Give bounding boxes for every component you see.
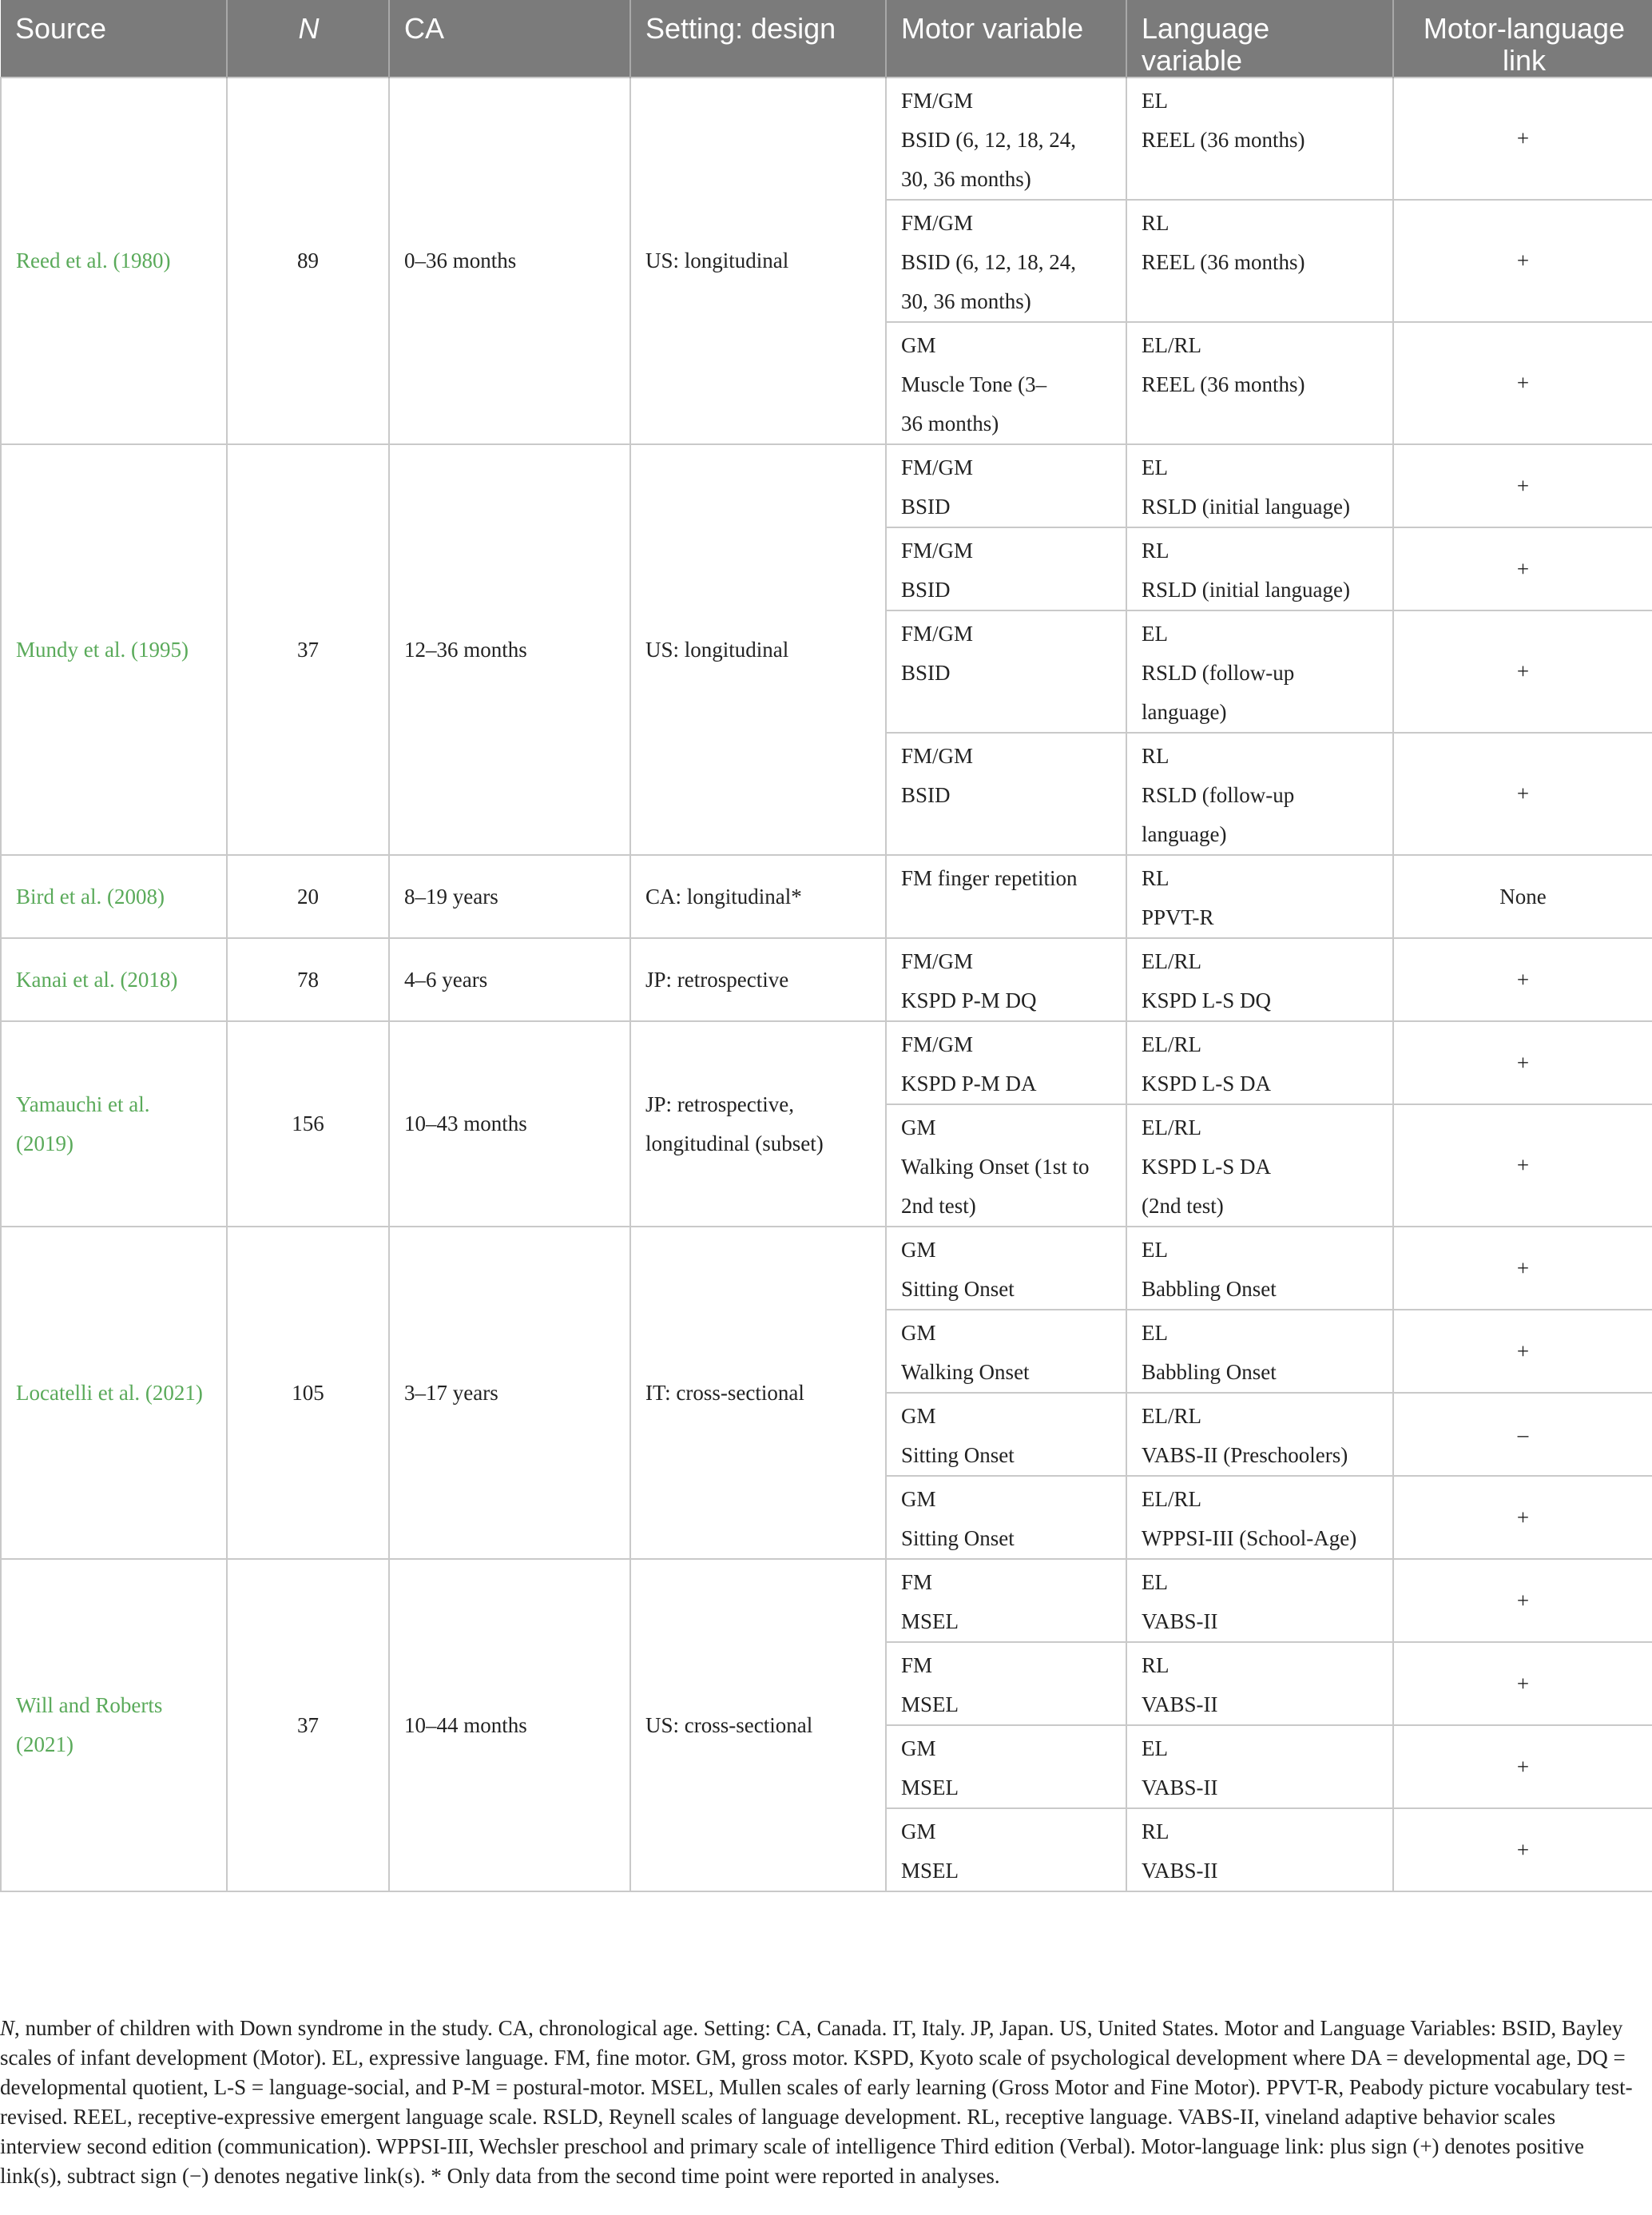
motor-variable (886, 1725, 1126, 1808)
motor-language-link: + (1393, 1642, 1652, 1725)
motor-variable (886, 322, 1126, 444)
table-row (1, 1021, 1652, 1104)
motor-variable (886, 444, 1126, 527)
cell-line: FM finger repetition (901, 866, 1078, 890)
cell-line: KSPD L-S DA (1142, 1072, 1272, 1096)
cell-line: 30, 36 months) (901, 167, 1031, 191)
cell-line: REEL (36 months) (1142, 128, 1305, 152)
language-variable (1126, 1104, 1393, 1227)
language-variable (1126, 1725, 1393, 1808)
header-link: Motor-language link (1393, 0, 1652, 78)
cell-line: GM (901, 333, 936, 357)
motor-language-link: + (1393, 938, 1652, 1021)
motor-language-link: + (1393, 733, 1652, 855)
source-link[interactable]: Yamauchi et al. (2019) (1, 1021, 227, 1227)
cell-line: GM (901, 1115, 936, 1139)
cell-line: VABS-II (1142, 1776, 1218, 1799)
cell-line: BSID (901, 783, 951, 807)
cell-line: BSID (901, 495, 951, 519)
cell-line: EL (1142, 1570, 1168, 1594)
cell-line: FM/GM (901, 1032, 974, 1056)
cell-line: KSPD P-M DA (901, 1072, 1037, 1096)
cell-line: Babbling Onset (1142, 1277, 1277, 1301)
sample-size: 89 (227, 78, 389, 444)
motor-language-link: + (1393, 610, 1652, 733)
motor-language-link: + (1393, 1021, 1652, 1104)
cell-line: RSLD (follow-up (1142, 661, 1295, 685)
cell-line: EL (1142, 1238, 1168, 1262)
setting-design: US: longitudinal (630, 444, 886, 855)
cell-line: WPPSI-III (School-Age) (1142, 1526, 1357, 1550)
table-row (1, 444, 1652, 527)
cell-line: Walking Onset (901, 1360, 1030, 1384)
table-body (1, 78, 1652, 1891)
cell-line: BSID (901, 578, 951, 602)
motor-variable (886, 78, 1126, 200)
source-link[interactable]: Bird et al. (2008) (1, 855, 227, 938)
cell-line: VABS-II (Preschoolers) (1142, 1443, 1348, 1467)
footnote-text: , number of children with Down syndrome in the study. CA, chronological age. Setting: CA, Canada. IT, Italy. JP, Japan. US, United States. Motor and Language Variables: BSID, Bayley scales of infant development (Motor). EL, expressive language. FM, fine motor. GM, gross motor. KSPD, Kyoto scale of psychological development where DA = developmental age, DQ = developmental quotient, L-S = language-social, and P-M = postural-motor. MSEL, Mullen scales of early learning (Gross Motor and Fine Motor). PPVT-R, Peabody picture vocabulary test-revised. REEL, receptive-expressive emergent language scale. RSLD, Reynell scales of language development. RL, receptive language. VABS-II, vineland adaptive behavior scales interview second edition (communication). WPPSI-III, Wechsler preschool and primary scale of intelligence Third edition (Verbal). Motor-language link: plus sign (+) denotes positive link(s), subtract sign (−) denotes negative link(s). * Only data from the second time point were reported in analyses. (0, 2016, 1633, 2188)
motor-language-link: + (1393, 444, 1652, 527)
sample-size: 37 (227, 444, 389, 855)
motor-language-link: + (1393, 78, 1652, 200)
cell-line: REEL (36 months) (1142, 250, 1305, 274)
cell-line: FM/GM (901, 744, 974, 768)
cell-line: MSEL (901, 1609, 959, 1633)
chronological-age: 10–44 months (389, 1559, 630, 1891)
language-variable (1126, 1476, 1393, 1559)
language-variable (1126, 1559, 1393, 1642)
cell-line: Sitting Onset (901, 1277, 1015, 1301)
language-variable (1126, 527, 1393, 610)
cell-line: RSLD (follow-up (1142, 783, 1295, 807)
cell-line: EL (1142, 89, 1168, 113)
setting-design: US: cross-sectional (630, 1559, 886, 1891)
cell-line: RL (1142, 744, 1170, 768)
cell-line: BSID (6, 12, 18, 24, (901, 250, 1077, 274)
cell-line: EL/RL (1142, 1115, 1201, 1139)
chronological-age: 3–17 years (389, 1227, 630, 1559)
cell-line: EL/RL (1142, 1404, 1201, 1428)
language-variable (1126, 1227, 1393, 1310)
sample-size: 78 (227, 938, 389, 1021)
cell-line: RL (1142, 866, 1170, 890)
source-link[interactable]: Will and Roberts (2021) (1, 1559, 227, 1891)
cell-line: VABS-II (1142, 1609, 1218, 1633)
source-link[interactable]: Kanai et al. (2018) (1, 938, 227, 1021)
source-link[interactable]: Reed et al. (1980) (1, 78, 227, 444)
cell-line: KSPD L-S DQ (1142, 988, 1272, 1012)
sample-size: 37 (227, 1559, 389, 1891)
cell-line: BSID (901, 661, 951, 685)
motor-language-link: + (1393, 1104, 1652, 1227)
table-row (1, 1559, 1652, 1642)
motor-language-link: + (1393, 322, 1652, 444)
chronological-age: 8–19 years (389, 855, 630, 938)
header-setting: Setting: design (630, 0, 886, 78)
setting-design: CA: longitudinal* (630, 855, 886, 938)
cell-line: FM/GM (901, 89, 974, 113)
header-motor: Motor variable (886, 0, 1126, 78)
footnote-n-symbol: N (0, 2016, 15, 2040)
cell-line: RL (1142, 1653, 1170, 1677)
cell-line: (2nd test) (1142, 1194, 1224, 1218)
language-variable (1126, 322, 1393, 444)
language-variable (1126, 1808, 1393, 1891)
cell-line: RL (1142, 539, 1170, 563)
motor-variable (886, 1476, 1126, 1559)
cell-line: GM (901, 1238, 936, 1262)
table-row (1, 78, 1652, 200)
cell-line: FM (901, 1653, 933, 1677)
motor-variable (886, 1808, 1126, 1891)
cell-line: VABS-II (1142, 1692, 1218, 1716)
cell-line: KSPD P-M DQ (901, 988, 1037, 1012)
setting-design: US: longitudinal (630, 78, 886, 444)
language-variable (1126, 733, 1393, 855)
motor-variable (886, 938, 1126, 1021)
motor-variable (886, 1393, 1126, 1476)
header-ca: CA (389, 0, 630, 78)
cell-line: GM (901, 1487, 936, 1511)
motor-variable (886, 1310, 1126, 1393)
cell-line: KSPD L-S DA (1142, 1155, 1272, 1179)
table-row (1, 938, 1652, 1021)
cell-line: FM/GM (901, 539, 974, 563)
sample-size: 105 (227, 1227, 389, 1559)
language-variable (1126, 1310, 1393, 1393)
cell-line: RSLD (initial language) (1142, 495, 1350, 519)
cell-line: Sitting Onset (901, 1526, 1015, 1550)
language-variable (1126, 1642, 1393, 1725)
language-variable (1126, 444, 1393, 527)
cell-line: EL/RL (1142, 333, 1201, 357)
cell-line: MSEL (901, 1859, 959, 1883)
cell-line: FM/GM (901, 622, 974, 646)
cell-line: GM (901, 1819, 936, 1843)
table-row (1, 1227, 1652, 1310)
chronological-age: 12–36 months (389, 444, 630, 855)
motor-variable (886, 1559, 1126, 1642)
language-variable (1126, 1021, 1393, 1104)
language-variable (1126, 200, 1393, 322)
cell-line: 30, 36 months) (901, 289, 1031, 313)
cell-line: Muscle Tone (3– (901, 372, 1047, 396)
sample-size: 20 (227, 855, 389, 938)
cell-line: EL/RL (1142, 1487, 1201, 1511)
table-footnote (0, 2014, 1638, 2191)
cell-line: RL (1142, 1819, 1170, 1843)
language-variable (1126, 610, 1393, 733)
cell-line: FM (901, 1570, 933, 1594)
header-n: N (227, 0, 389, 78)
cell-line: MSEL (901, 1776, 959, 1799)
header-row (1, 0, 1652, 78)
cell-line: RL (1142, 211, 1170, 235)
cell-line: EL/RL (1142, 949, 1201, 973)
setting-design: IT: cross-sectional (630, 1227, 886, 1559)
cell-line: MSEL (901, 1692, 959, 1716)
cell-line: REEL (36 months) (1142, 372, 1305, 396)
motor-variable (886, 527, 1126, 610)
motor-variable (886, 1227, 1126, 1310)
sample-size: 156 (227, 1021, 389, 1227)
motor-language-link: + (1393, 200, 1652, 322)
motor-language-link: + (1393, 1559, 1652, 1642)
cell-line: EL (1142, 1736, 1168, 1760)
cell-line: GM (901, 1404, 936, 1428)
cell-line: Babbling Onset (1142, 1360, 1277, 1384)
chronological-age: 4–6 years (389, 938, 630, 1021)
motor-language-link: + (1393, 1310, 1652, 1393)
chronological-age: 10–43 months (389, 1021, 630, 1227)
motor-language-link: + (1393, 1725, 1652, 1808)
motor-variable (886, 1104, 1126, 1227)
motor-variable (886, 855, 1126, 938)
header-source: Source (1, 0, 227, 78)
motor-variable (886, 733, 1126, 855)
table-row (1, 855, 1652, 938)
motor-language-link: + (1393, 527, 1652, 610)
cell-line: Walking Onset (1st to (901, 1155, 1090, 1179)
cell-line: EL/RL (1142, 1032, 1201, 1056)
motor-variable (886, 1021, 1126, 1104)
cell-line: language) (1142, 700, 1227, 724)
motor-language-link: None (1393, 855, 1652, 938)
language-variable (1126, 78, 1393, 200)
language-variable (1126, 855, 1393, 938)
source-link[interactable]: Locatelli et al. (2021) (1, 1227, 227, 1559)
source-link[interactable]: Mundy et al. (1995) (1, 444, 227, 855)
cell-line: RSLD (initial language) (1142, 578, 1350, 602)
setting-design: JP: retrospective (630, 938, 886, 1021)
language-variable (1126, 938, 1393, 1021)
cell-line: 2nd test) (901, 1194, 976, 1218)
motor-variable (886, 1642, 1126, 1725)
motor-language-link: + (1393, 1476, 1652, 1559)
cell-line: Sitting Onset (901, 1443, 1015, 1467)
motor-variable (886, 200, 1126, 322)
cell-line: GM (901, 1736, 936, 1760)
cell-line: VABS-II (1142, 1859, 1218, 1883)
header-language: Language variable (1126, 0, 1393, 78)
language-variable (1126, 1393, 1393, 1476)
cell-line: FM/GM (901, 455, 974, 479)
setting-design: JP: retrospective, longitudinal (subset) (630, 1021, 886, 1227)
motor-language-link: – (1393, 1393, 1652, 1476)
cell-line: FM/GM (901, 949, 974, 973)
motor-variable (886, 610, 1126, 733)
cell-line: FM/GM (901, 211, 974, 235)
cell-line: EL (1142, 622, 1168, 646)
cell-line: EL (1142, 455, 1168, 479)
cell-line: PPVT-R (1142, 905, 1214, 929)
cell-line: BSID (6, 12, 18, 24, (901, 128, 1077, 152)
cell-line: language) (1142, 822, 1227, 846)
motor-language-link: + (1393, 1227, 1652, 1310)
cell-line: 36 months) (901, 412, 999, 435)
chronological-age: 0–36 months (389, 78, 630, 444)
motor-language-link: + (1393, 1808, 1652, 1891)
cell-line: EL (1142, 1321, 1168, 1345)
cell-line: GM (901, 1321, 936, 1345)
